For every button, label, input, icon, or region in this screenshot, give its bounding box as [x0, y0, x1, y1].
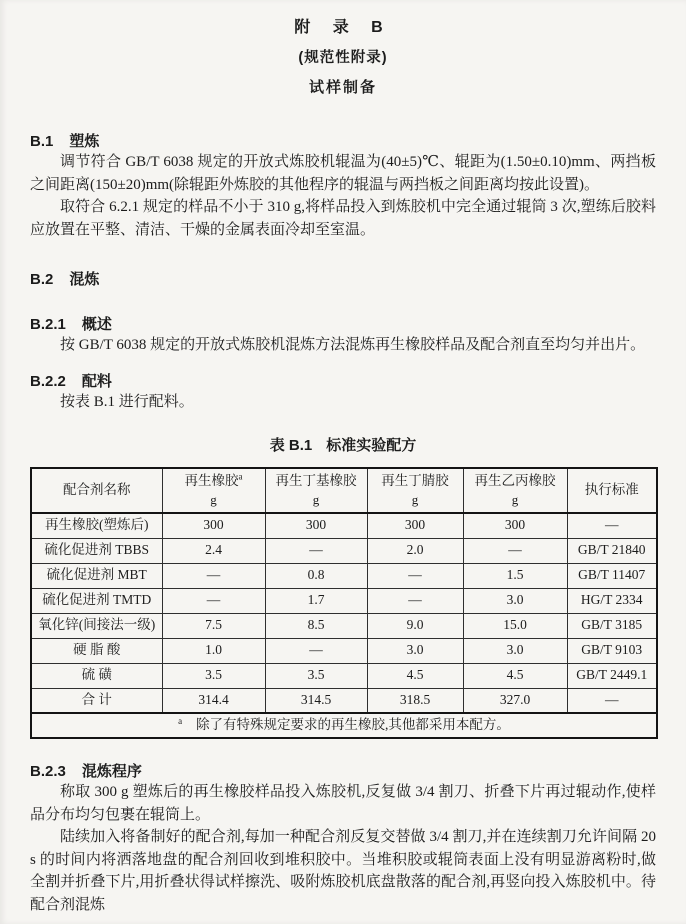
section-heading-b23: [30, 760, 656, 781]
col-header-label: 再生丁腈胶: [381, 472, 449, 488]
col-header-label: 再生橡胶$^a$: [184, 471, 243, 488]
value-cell: 318.5: [367, 688, 463, 713]
section-number: B.2.2: [30, 372, 66, 390]
table-row: [31, 613, 657, 638]
col-header-standard: [567, 468, 657, 513]
col-header-label: 再生丁基橡胶: [275, 472, 357, 488]
ingredient-name-cell: 氧化锌(间接法一级): [31, 613, 162, 638]
value-cell: 3.0: [463, 638, 567, 663]
appendix-title-block: [30, 10, 656, 97]
footnote-text: 除了有特殊规定要求的再生橡胶,其他都采用本配方。: [196, 717, 510, 733]
ingredient-name-cell: 合 计: [31, 688, 162, 713]
table-row: [31, 588, 657, 613]
paragraph-b22-1: 按表 B.1 进行配料。: [60, 393, 194, 410]
value-cell: 300: [463, 513, 567, 538]
col-header-epdm-rubber: [463, 468, 567, 513]
paragraph-b21-1: 按 GB/T 6038 规定的开放式炼胶机混炼方法混炼再生橡胶样品及配合剂直至均匀并出片。: [60, 337, 646, 353]
table-row: [31, 513, 657, 538]
col-header-reclaimed-rubber: [162, 468, 265, 513]
col-header-nitrile-rubber: [367, 468, 463, 513]
value-cell: 300: [162, 513, 265, 538]
ingredient-name-cell: 硫化促进剂 TMTD: [31, 588, 162, 613]
value-cell: 4.5: [463, 663, 567, 688]
value-cell: —: [265, 538, 367, 563]
value-cell: —: [265, 638, 367, 663]
ingredient-name-cell: 硫 磺: [31, 663, 162, 688]
table-row: [31, 663, 657, 688]
value-cell: 327.0: [463, 688, 567, 713]
col-unit: g: [210, 491, 217, 507]
col-header-label: 配合剂名称: [63, 482, 131, 498]
appendix-title: 附 录 B: [294, 19, 392, 36]
standard-cell: GB/T 9103: [567, 638, 657, 663]
value-cell: 15.0: [463, 613, 567, 638]
standard-cell: GB/T 11407: [567, 563, 657, 588]
standard-cell: GB/T 2449.1: [567, 663, 657, 688]
table-row: [31, 638, 657, 663]
value-cell: —: [162, 563, 265, 588]
section-title: 混炼程序: [81, 763, 142, 780]
value-cell: 300: [367, 513, 463, 538]
section-heading-b22: [30, 370, 656, 391]
ingredient-name-cell: 硬 脂 酸: [31, 638, 162, 663]
value-cell: 3.5: [162, 663, 265, 688]
value-cell: 314.5: [265, 688, 367, 713]
standard-cell: GB/T 21840: [567, 538, 657, 563]
section-number: B.2.1: [30, 316, 66, 333]
value-cell: 4.5: [367, 663, 463, 688]
table-header-row: [31, 468, 657, 513]
value-cell: 8.5: [265, 613, 367, 638]
section-number: B.2: [30, 271, 54, 288]
table-caption: [30, 434, 656, 455]
formulation-table: [30, 467, 658, 739]
value-cell: 1.0: [162, 638, 265, 663]
section-title: 配料: [81, 372, 112, 390]
ingredient-name-cell: 再生橡胶(塑炼后): [31, 513, 162, 538]
section-title: 混炼: [69, 271, 100, 288]
ingredient-name-cell: 硫化促进剂 MBT: [31, 563, 162, 588]
footnote-marker: a: [178, 715, 183, 726]
col-unit: g: [312, 491, 320, 507]
table-row: [31, 538, 657, 563]
col-header-label: 再生乙丙橡胶: [474, 472, 556, 488]
ingredient-name-cell: 硫化促进剂 TBBS: [31, 538, 162, 563]
section-heading-b1: [30, 130, 656, 151]
value-cell: 0.8: [265, 563, 367, 588]
appendix-heading: 试样制备: [308, 79, 377, 96]
value-cell: 1.7: [265, 588, 367, 613]
value-cell: 314.4: [162, 688, 265, 713]
paragraph-b23-1: 称取 300 g 塑炼后的再生橡胶样品投入炼胶机,反复做 3/4 割刀、折叠下片再过辊动作,使样品分布均匀包裹在辊筒上。: [30, 784, 656, 823]
table-caption-title: 标准实验配方: [326, 437, 417, 454]
value-cell: 2.0: [367, 538, 463, 563]
value-cell: —: [367, 588, 463, 613]
standard-cell: HG/T 2334: [567, 588, 657, 613]
value-cell: 1.5: [463, 563, 567, 588]
value-cell: 9.0: [367, 613, 463, 638]
section-title: 概述: [81, 316, 112, 333]
table-footnote-row: [31, 713, 657, 738]
value-cell: 7.5: [162, 613, 265, 638]
paragraph-b23-2: 陆续加入将备制好的配合剂,每加一种配合剂反复交替做 3/4 割刀,并在连续割刀允许间隔 20 s 的时间内将洒落地盘的配合剂回收到堆积胶中。当堆积胶或辊筒表面上没有明显游离粉时,做全割并折叠下片,用折叠状得试样擦洗、吸附炼胶机底盘散落的配合剂,再竖向投入炼胶机中。待配合剂混炼: [30, 829, 656, 913]
paragraph-b1-2: 取符合 6.2.1 规定的样品不小于 310 g,将样品投入到炼胶机中完全通过辊筒 3 次,塑练后胶料应放置在平整、清洁、干燥的金属表面冷却至室温。: [30, 199, 656, 238]
value-cell: 3.0: [367, 638, 463, 663]
standard-cell: —: [567, 513, 657, 538]
standard-cell: GB/T 3185: [567, 613, 657, 638]
col-unit: g: [511, 491, 519, 507]
value-cell: 3.0: [463, 588, 567, 613]
section-number: B.1: [30, 133, 54, 150]
section-title: 塑炼: [69, 133, 100, 150]
section-heading-b2: [30, 268, 656, 289]
col-header-label: 执行标准: [584, 482, 639, 498]
paragraph-b1-1: 调节符合 GB/T 6038 规定的开放式炼胶机辊温为(40±5)℃、辊距为(1.50±0.10)mm、两挡板之间距离(150±20)mm(除辊距外炼胶的其他程序的辊温与两挡板之间距离均按此设置)。: [30, 154, 656, 193]
table-row-total: [31, 688, 657, 713]
value-cell: —: [162, 588, 265, 613]
col-header-butyl-rubber: [265, 468, 367, 513]
table-row: [31, 563, 657, 588]
value-cell: —: [367, 563, 463, 588]
value-cell: —: [463, 538, 567, 563]
standard-cell: —: [567, 688, 657, 713]
value-cell: 2.4: [162, 538, 265, 563]
table-footnote: [31, 713, 657, 738]
col-unit: g: [411, 491, 419, 507]
value-cell: 300: [265, 513, 367, 538]
section-number: B.2.3: [30, 763, 66, 780]
footnote-marker-sup: a: [238, 471, 243, 482]
appendix-subtitle: (规范性附录): [298, 50, 388, 66]
value-cell: 3.5: [265, 663, 367, 688]
table-caption-label: 表 B.1: [269, 437, 313, 454]
section-heading-b21: [30, 313, 656, 334]
col-header-ingredient: [31, 468, 162, 513]
